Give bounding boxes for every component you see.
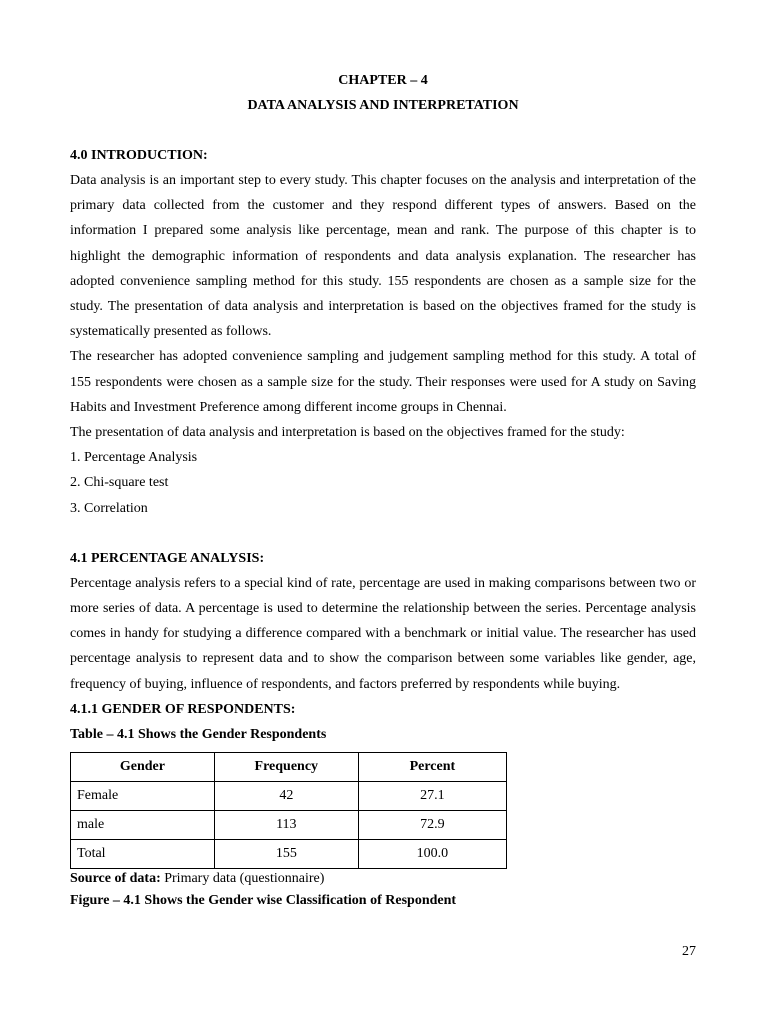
table-row [71, 839, 507, 868]
table-row [71, 781, 507, 810]
table-header-row [71, 752, 507, 781]
document-page [70, 68, 696, 913]
list-item: 2. Chi-square test [70, 475, 169, 491]
table-row [71, 810, 507, 839]
intro-paragraph-2: The researcher has adopted convenience sampling and judgement sampling method for this study. A total of 155 respondents were chosen as a sample size for the study. Their responses were used for A study on Saving Habits and Investment Preference among different income groups in Chennai. [70, 349, 696, 415]
table-cell: Female [71, 781, 215, 810]
source-note [70, 870, 696, 888]
list-item: 1. Percentage Analysis [70, 450, 198, 466]
gender-heading: 4.1.1 GENDER OF RESPONDENTS: [70, 701, 296, 717]
intro-paragraph-3: The presentation of data analysis and interpretation is based on the objectives framed for the study: [70, 425, 625, 441]
table-cell: 27.1 [358, 781, 506, 810]
table-cell: male [71, 810, 215, 839]
intro-heading: 4.0 INTRODUCTION: [70, 148, 208, 163]
intro-paragraph-1: Data analysis is an important step to every study. This chapter focuses on the analysis and interpretation of the primary data collected from the customer and they respond different types of answers. Based on the information I prepared some analysis like percentage, mean and rank. The purpose of this chapter is to highlight the demographic information of respondents and data analysis explanation. The researcher has adopted convenience sampling method for this study. 155 respondents are chosen as a sample size for the study. The presentation of data analysis and interpretation is based on the objectives framed for the study is systematically presented as follows. [70, 173, 696, 340]
table-cell: 42 [214, 781, 358, 810]
chapter-number: CHAPTER – 4 [338, 73, 428, 88]
column-header: Frequency [214, 752, 358, 781]
list-item: 3. Correlation [70, 500, 148, 516]
source-text: Primary data (questionnaire) [160, 870, 325, 886]
chapter-title: DATA ANALYSIS AND INTERPRETATION [247, 98, 519, 113]
column-header: Gender [71, 752, 215, 781]
page-number: 27 [682, 944, 696, 959]
table-cell: 113 [214, 810, 358, 839]
table-cell: Total [71, 839, 215, 868]
source-label: Source of data: [70, 870, 161, 886]
figure-caption: Figure – 4.1 Shows the Gender wise Classification of Respondent [70, 892, 457, 908]
table-cell: 72.9 [358, 810, 506, 839]
percentage-heading: 4.1 PERCENTAGE ANALYSIS: [70, 550, 265, 566]
gender-table [70, 752, 507, 869]
percentage-paragraph: Percentage analysis refers to a special kind of rate, percentage are used in making comparisons between two or more series of data. A percentage is used to determine the relationship between the series. Percentage analysis comes in handy for studying a difference compared with a benchmark or initial value. The researcher has used percentage analysis to represent data and to show the comparison between some variables like gender, age, frequency of buying, influence of respondents, and factors preferred by respondents while buying. [70, 575, 696, 692]
column-header: Percent [358, 752, 506, 781]
table-cell: 155 [214, 839, 358, 868]
table-caption: Table – 4.1 Shows the Gender Respondents [70, 726, 327, 742]
table-cell: 100.0 [358, 839, 506, 868]
